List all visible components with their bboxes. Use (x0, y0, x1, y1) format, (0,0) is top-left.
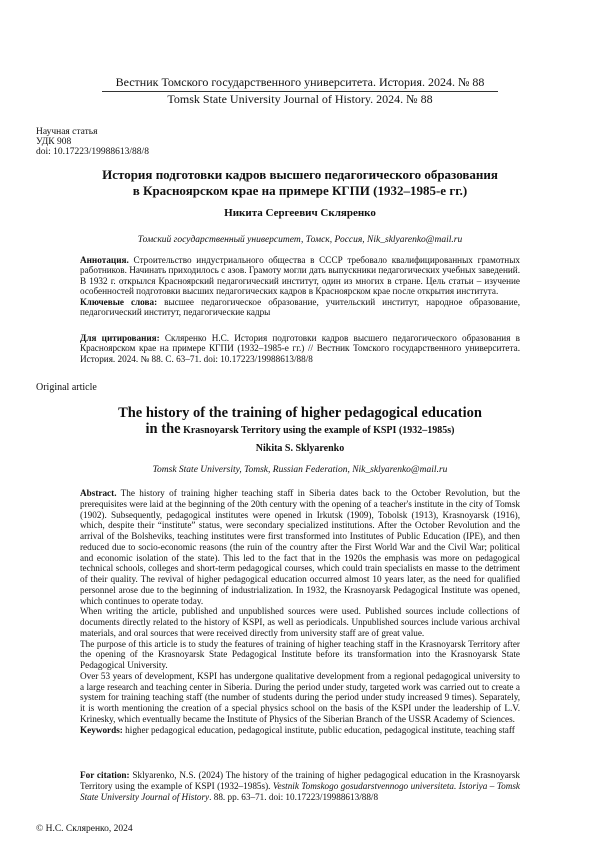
article-type-ru: Научная статья (36, 127, 98, 137)
citation-ru (80, 333, 520, 364)
citation-en (80, 770, 520, 802)
keywords-en-label: Keywords: (80, 724, 123, 735)
abstract-ru (80, 255, 520, 297)
citation-ru-label: Для цитирования: (80, 333, 160, 343)
keywords-en-text: higher pedagogical education, pedagogical institute, public education, pedagogical institute, teaching staff (122, 724, 515, 735)
article-title-en (40, 405, 560, 439)
article-title-ru (40, 167, 560, 199)
keywords-ru (80, 297, 520, 318)
affiliation-ru: Томский государственный университет, Томск, Россия, Nik_sklyarenko@mail.ru (137, 235, 463, 245)
abstract-en-p3: The purpose of this article is to study the features of training of higher teaching staff in the Krasnoyarsk Territory after the opening of the Krasnoyarsk State Pedagogical Institute before its transformation into the Krasnoyarsk State Pedagogical University. (80, 638, 520, 670)
keywords-ru-text: высшее педагогическое образование, учительский институт, народное образование, педагогический институт, педагогические кадры (80, 297, 521, 318)
abstract-en-p1: The history of training higher teaching staff in Siberia dates back to the October Revolution, but the prerequisites were laid at the beginning of the 20th century with the opening of a teacher's institute in the city of Tomsk (1902). Subsequently, pedagogical institutes were opened in Irkutsk (1909), Tobolsk (1913), Krasnoyarsk (1916), which, despite their “institute” status, were secondary specialized institutions. After the October Revolution and the arrival of the Bolsheviks, teaching institutes were first transformed into Institutes of Public Education (IPE), and then reduced due to socio-economic reasons (the ruin of the country after the First World War and the Civil War; political and economic isolation of the state). This led to the fact that in the 1920s the emphasis was more on pedagogical technical schools, colleges and short-term pedagogical courses, which could train specialists en masse to the detriment of their quality. The revival of higher pedagogical education occurred almost 10 years later, as the need for qualified personnel arose due to the beginning of industrialization. In 1932, the Krasnoyarsk Pedagogical Institute was opened, which continues to operate today. (80, 488, 520, 606)
copyright: © Н.С. Скляренко, 2024 (36, 824, 133, 834)
abstract-en-p4: Over 53 years of development, KSPI has undergone qualitative development from a regional pedagogical university to a large research and teaching center in Siberia. During the period under study, targeted work was carried out to create a system for training teaching staff (the number of students during the period under study increased 9 times). Separately, it is worth mentioning the creation of a special physics school on the basis of the KSPI under the leadership of L.V. Krinesky, which eventually became the Institute of Physics of the Siberian Branch of the USSR Academy of Sciences. (80, 670, 520, 724)
abstract-ru-text: Строительство индустриального общества в СССР требовало квалифицированных грамотных работников. Начинать приходилось с азов. Грамоту могли дать выпускники педагогических учебных заведений. В 1932 г. открылся Красноярский педагогический институт, один из многих в стране. Цель статьи – изучение особенностей подготовки высших педагогических кадров в Красноярском крае после открытия института. (80, 255, 520, 297)
title-ru-line2: в Красноярском крае на примере КГПИ (1932–1985-е гг.) (132, 183, 468, 198)
citation-en-text1: Sklyarenko, N.S. (2024) The history of the training of higher pedagogical education in the Krasnoyarsk Territory using the example of KSPI (1932–1985s). (80, 770, 520, 791)
keywords-ru-label: Ключевые слова: (80, 297, 158, 307)
title-ru-line1: История подготовки кадров высшего педагогического образования (102, 167, 498, 182)
title-en-line2 (40, 421, 560, 439)
affiliation-en: Tomsk State University, Tomsk, Russian Federation, Nik_sklyarenko@mail.ru (152, 465, 448, 475)
abstract-en-label: Abstract. (80, 488, 117, 498)
title-en-line2-start: in the (145, 421, 181, 437)
citation-en-text2: . 88. pp. 63–71. doi: 10.17223/19988613/88/8 (209, 791, 379, 802)
doi: doi: 10.17223/19988613/88/8 (36, 147, 149, 157)
article-type-en: Original article (36, 382, 97, 393)
author-ru: Никита Сергеевич Скляренко (224, 207, 376, 219)
abstract-ru-label: Аннотация. (80, 255, 129, 265)
abstract-en (80, 488, 520, 735)
citation-en-journal: Vestnik Tomskogo gosudarstvennogo universiteta. Istoriya – Tomsk State University Journal of History (80, 780, 520, 802)
title-en-line1: The history of the training of higher pedagogical education (118, 405, 482, 421)
title-en-line2-rest: Krasnoyarsk Territory using the example of KSPI (1932–1985s) (180, 425, 455, 436)
abstract-en-p2: When writing the article, published and unpublished sources were used. Published sources include collections of documents directly related to the history of KSPI, as well as periodicals. Unpublished sources include various archival materials, and oral sources that were received directly from university staff are of great value. (80, 606, 520, 638)
citation-en-label: For citation: (80, 770, 130, 780)
journal-title-ru: Вестник Томского государственного университета. История. 2024. № 88 (115, 75, 485, 89)
journal-title-en: Tomsk State University Journal of History. 2024. № 88 (167, 92, 433, 106)
citation-ru-text: Скляренко Н.С. История подготовки кадров высшего педагогического образования в Красноярском крае на примере КГПИ (1932–1985-е гг.) // Вестник Томского государственного университета. История. 2024. № 88. С. 63–71. doi: 10.17223/19988613/88/8 (80, 333, 520, 364)
author-en: Nikita S. Sklyarenko (255, 443, 345, 454)
udc-code: УДК 908 (36, 137, 72, 147)
abstract-en-paragraph (80, 488, 520, 606)
keywords-en (80, 725, 520, 736)
